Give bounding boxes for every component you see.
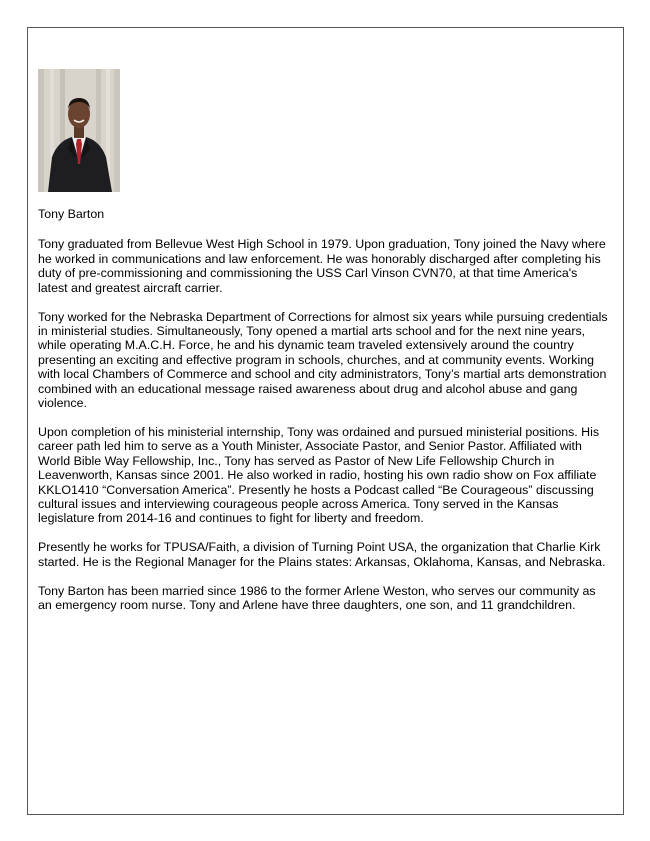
portrait-photo [38, 69, 120, 192]
bio-paragraph-ministry: Upon completion of his ministerial internship, Tony was ordained and pursued ministerial positions. His career path led him to serve as a Youth Minister, Associate Pastor, and Senior Pastor. Affiliated with World Bible Way Fellowship, Inc., Tony has served as Pastor of New Life Fellowship Church in Leavenworth, Kansas since 2001. He also worked in radio, hosting his own radio show on Fox affiliate KKLO1410 “Conversation America”. Presently he hosts a Podcast called “Be Courageous” discussing cultural issues and interviewing courageous people across America. Tony served in the Kansas legislature from 2014-16 and continues to fight for liberty and freedom. [38, 424, 600, 526]
bio-content [38, 207, 610, 627]
page-frame [27, 27, 624, 815]
portrait-illustration [38, 69, 120, 192]
bio-paragraph-family: Tony Barton has been married since 1986 to the former Arlene Weston, who serves our community as an emergency room nurse. Tony and Arlene have three daughters, one son, and 11 grandchildren. [38, 583, 596, 612]
bio-paragraph-tpusa: Presently he works for TPUSA/Faith, a division of Turning Point USA, the organization that Charlie Kirk started. He is the Regional Manager for the Plains states: Arkansas, Oklahoma, Kansas, and Nebraska. [38, 540, 606, 569]
bio-paragraph-education-navy: Tony graduated from Bellevue West High School in 1979. Upon graduation, Tony joined the Navy where he worked in communications and law enforcement. He was honorably discharged after completing his duty of pre-commissioning and commissioning the USS Carl Vinson CVN70, at that time America's latest and greatest aircraft carrier. [38, 237, 606, 295]
bio-paragraph-corrections-martial-arts: Tony worked for the Nebraska Department of Corrections for almost six years while pursuing credentials in ministerial studies. Simultaneously, Tony opened a martial arts school and for the next nine years, while operating M.A.C.H. Force, he and his dynamic team traveled extensively around the country presenting an exciting and effective program in schools, churches, and at community events. Working with local Chambers of Commerce and school and city administrators, Tony’s martial arts demonstration combined with an educational message raised awareness about drug and alcohol abuse and gang violence. [38, 309, 608, 410]
bio-name: Tony Barton [38, 207, 105, 221]
